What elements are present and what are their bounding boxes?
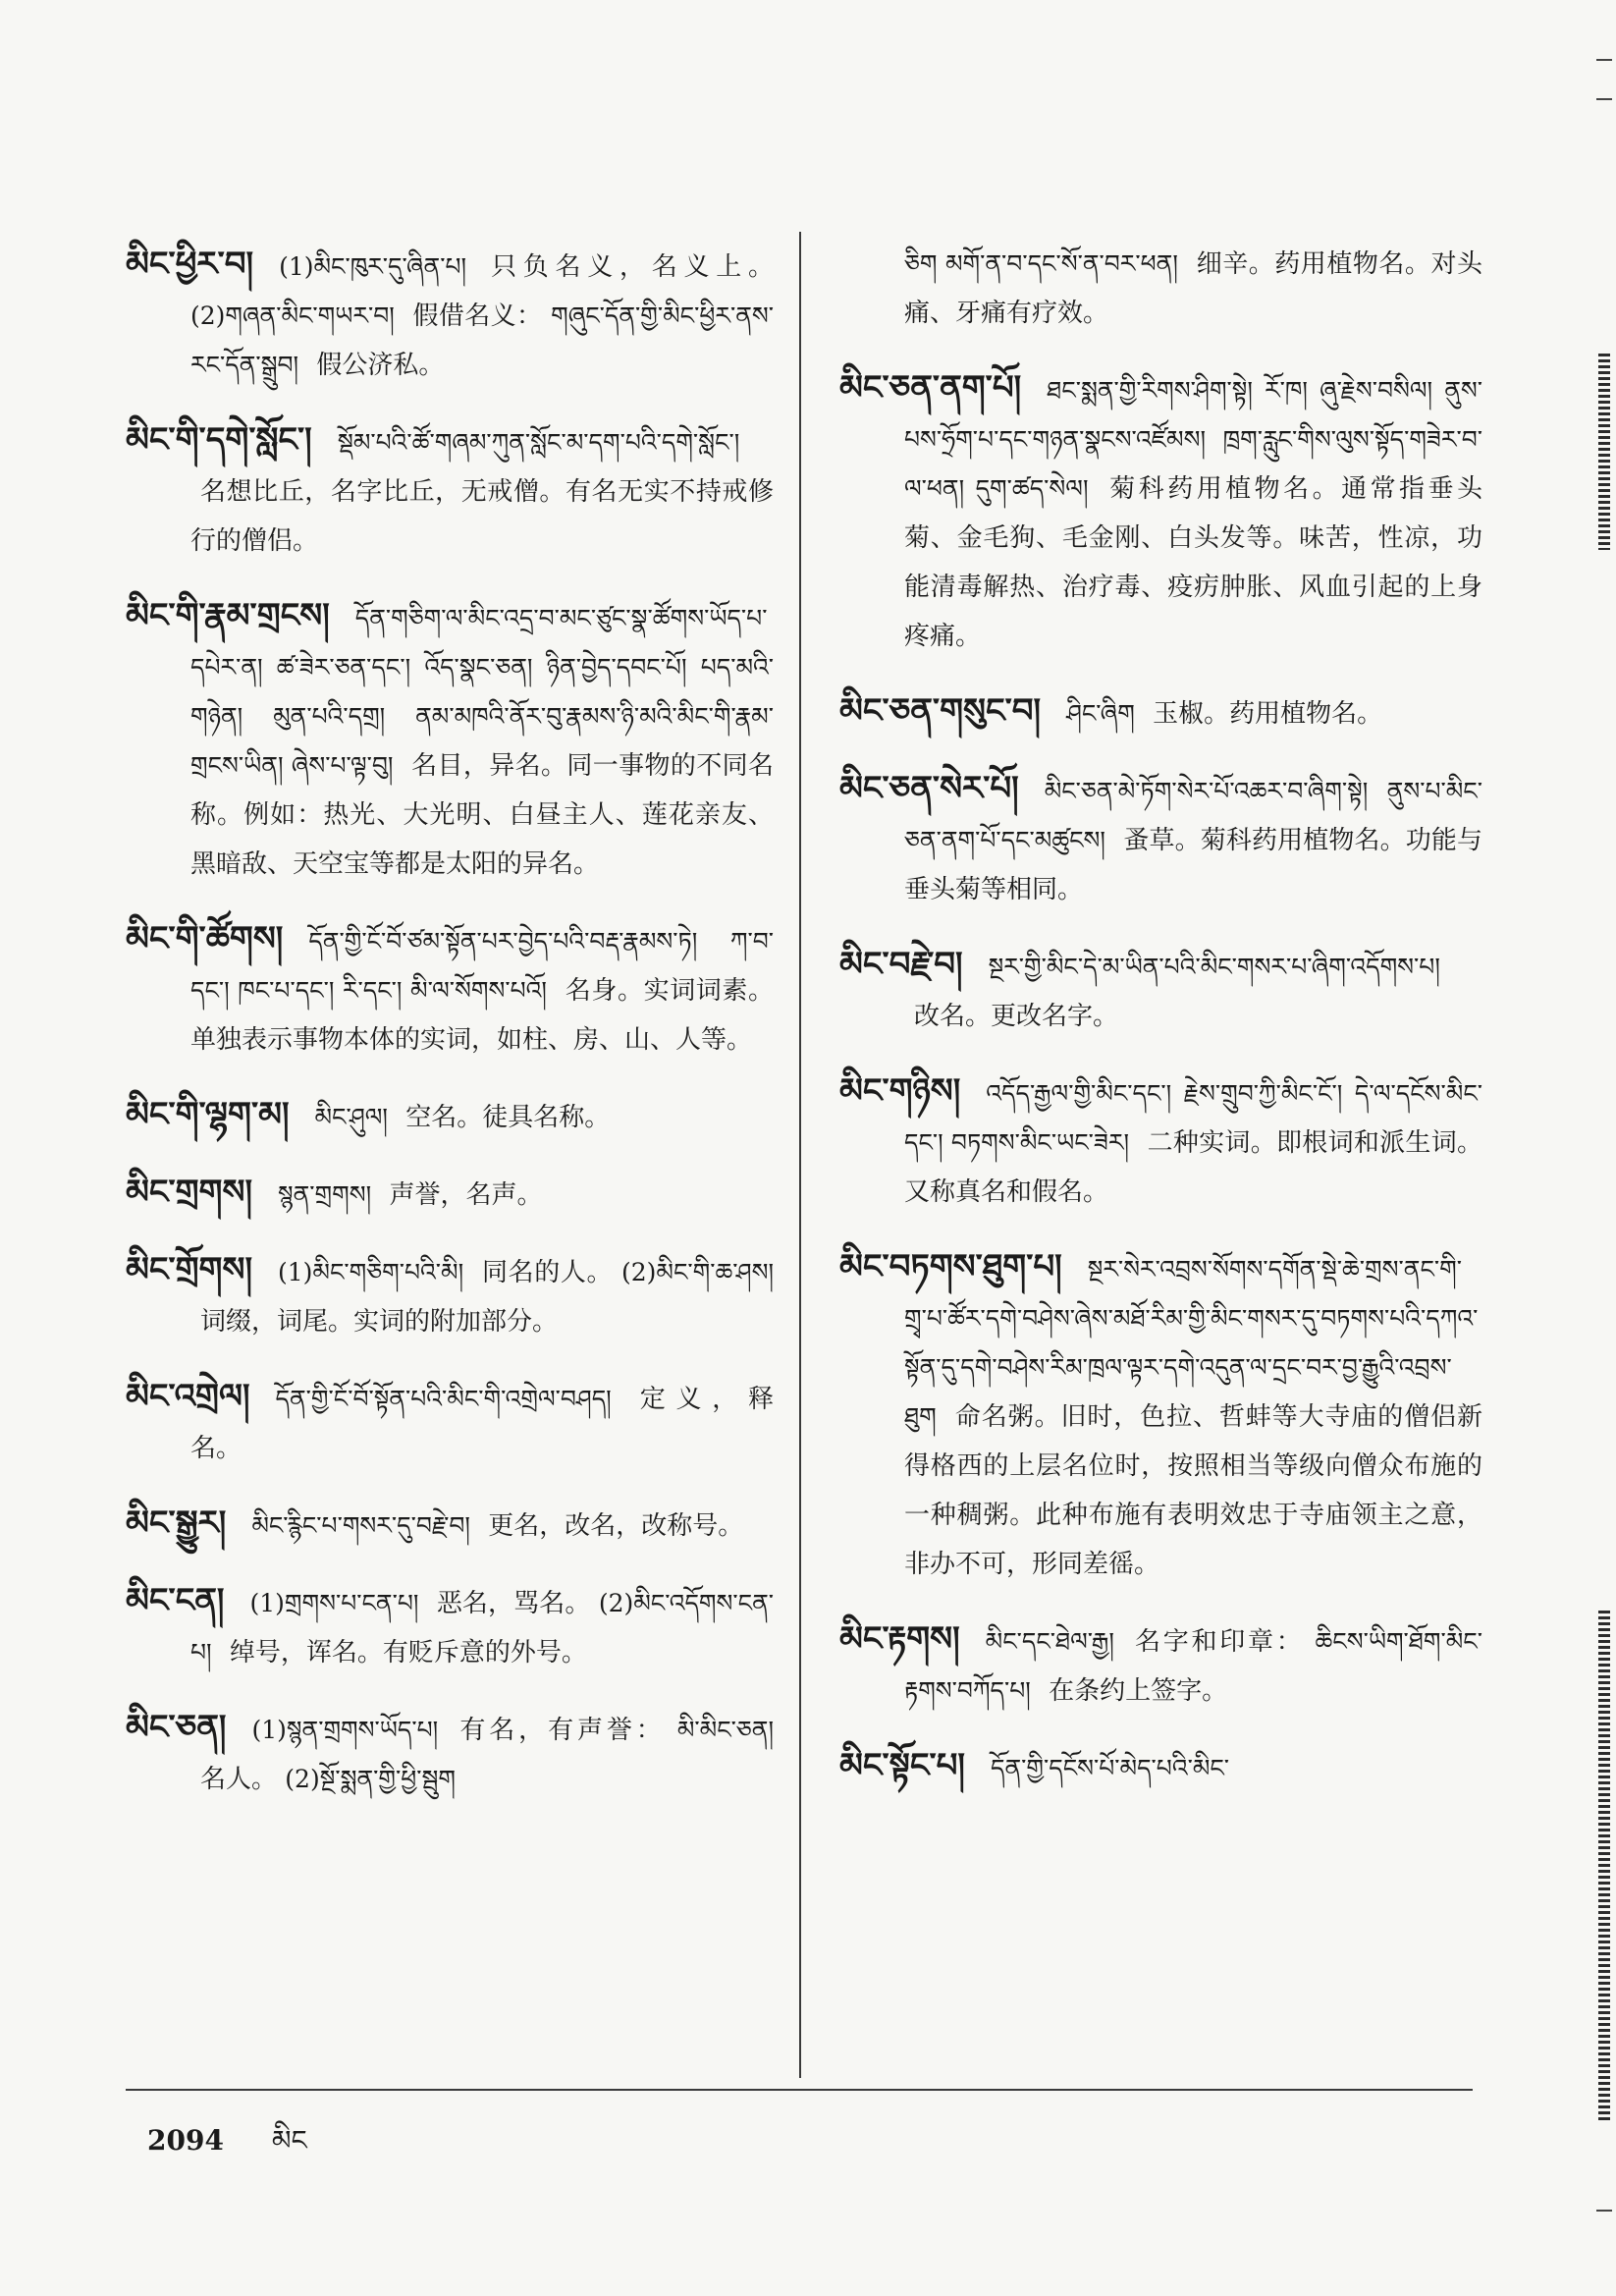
right-column	[839, 214, 1482, 1801]
tibetan-text: སྡོམ་པའི་ཚོ་གཞམ་ཀུན་སློང་མ་དག་པའི་དགེ་སློང་།	[337, 428, 740, 457]
tibetan-text: མིང་ཤུལ།	[314, 1103, 388, 1131]
chinese-gloss: 恶名，骂名。	[436, 1589, 591, 1618]
dictionary-entry	[126, 1168, 774, 1220]
entry-headword: མིང་བཏགས་ཐུག་པ།	[839, 1247, 1062, 1286]
entry-headword: མིང་གི་ལྷག་མ།	[126, 1095, 290, 1134]
entry-headword: མིང་ཅན་ནག་པོ།	[839, 368, 1022, 408]
tibetan-text: དོན་གྱི་དངོས་པོ་མེད་པའི་མིང་	[990, 1754, 1230, 1782]
tibetan-text: (1)མིང་ཁུར་དུ་ཞིན་པ།	[279, 252, 467, 281]
tibetan-text: (2)མིང་གི་ཆ་ཤས།	[621, 1258, 775, 1286]
entry-headword: མིང་གྲགས།	[126, 1173, 252, 1212]
tibetan-text: མིང་རྙིང་པ་གསར་དུ་བརྗེ་བ།	[251, 1511, 470, 1540]
tibetan-text: མིང་ཅན་མེ་ཏོག་སེར་པོ་འཆར་བ་ཞིག་སྟེ། ནུས་པ་མིང་ཅན་ནག་པོ་དང་མཚུངས།	[904, 777, 1482, 854]
chinese-gloss: 更名，改名，改称号。	[488, 1511, 744, 1541]
dictionary-entry	[839, 764, 1482, 914]
tibetan-text: སྔར་གྱི་མིང་དེ་མ་ཡིན་པའི་མིང་གསར་པ་ཞིག་འདོགས་པ།	[988, 953, 1440, 981]
tibetan-text: (2)གཞན་མིང་གཡར་བ།	[190, 301, 395, 330]
chinese-gloss: 名字和印章：	[1134, 1627, 1305, 1657]
tibetan-text: (1)མིང་གཅིག་པའི་མི།	[278, 1258, 464, 1286]
running-head: མིང	[271, 2124, 307, 2157]
chinese-gloss: 蚤草。菊科药用植物名。功能与垂头菊等相同。	[904, 826, 1482, 904]
chinese-gloss: 假公济私。	[316, 351, 445, 380]
entry-headword: མིང་སྒྱུར།	[126, 1503, 227, 1543]
dictionary-entry	[126, 914, 774, 1065]
page-footer	[147, 2109, 307, 2187]
chinese-gloss: 菊科药用植物名。通常指垂头菊、金毛狗、毛金刚、白头发等。味苦，性凉，功能清毒解热、治疗毒、疫疠肿胀、风血引起的上身疼痛。	[904, 474, 1482, 651]
chinese-gloss: 玉椒。药用植物名。	[1153, 699, 1383, 729]
left-column	[126, 214, 774, 1812]
dictionary-entry	[839, 686, 1482, 738]
dictionary-entry	[839, 1242, 1482, 1589]
entry-headword: མིང་ཅན།	[126, 1708, 227, 1747]
tibetan-text: (1)གྲགས་པ་ངན་པ།	[249, 1589, 419, 1617]
chinese-gloss: 在条约上签字。	[1049, 1676, 1228, 1706]
binding-edge	[1589, 0, 1616, 2296]
dictionary-entry	[126, 1703, 774, 1804]
tibetan-text: འདོད་རྒྱལ་གྱི་མིང་དང་། རྗེས་གྲུབ་ཀྱི་མིང་ངོ་། དེ་ལ་དངོས་མིང་དང་། བཏགས་མིང་ཡང་ཟེར།	[904, 1079, 1482, 1157]
dictionary-entry	[839, 1066, 1482, 1217]
entry-headword: མིང་ཅན་གསུང་བ།	[839, 691, 1042, 731]
entry-headword: མིང་གི་ཚོགས།	[126, 919, 284, 958]
entry-headword: མིང་ངན།	[126, 1581, 225, 1620]
chinese-gloss: 假借名义：	[412, 301, 543, 331]
dictionary-entry	[839, 940, 1482, 1041]
chinese-gloss: 词缀，词尾。实词的附加部分。	[200, 1307, 559, 1337]
chinese-gloss: 同名的人。	[482, 1258, 614, 1287]
chinese-gloss: 空名。徒具名称。	[405, 1103, 611, 1132]
chinese-gloss: 命名粥。旧时，色拉、哲蚌等大寺庙的僧侣新得格西的上层名位时，按照相当等级向僧众布施的一种稠粥。此种布施有表明效忠于寺庙领主之意，非办不可，形同差徭。	[904, 1402, 1482, 1579]
entry-headword: མིང་གཉིས།	[839, 1071, 961, 1111]
tibetan-text: སྙན་གྲགས།	[278, 1180, 372, 1209]
chinese-gloss: 细辛。药用植物名。对头痛、牙痛有疗效。	[904, 249, 1482, 328]
dictionary-entry	[126, 1090, 774, 1142]
dictionary-entry	[839, 363, 1482, 661]
footer-rule	[126, 2089, 1473, 2091]
tibetan-text: མི་མིང་ཅན།	[676, 1716, 774, 1744]
tibetan-text: ཅིག མགོ་ན་བ་དང་སོ་ན་བར་ཕན།	[904, 249, 1178, 278]
tibetan-text: ཐང་སྨན་གྱི་རིགས་ཤིག་སྟེ། རོ་ཁ། ཞུ་རྗེས་བསིལ། ནུས་པས་ཧྲོག་པ་དང་གཉན་སྣངས་འཛོམས། ཁྲག་རླུང་གིས་ལུས་སྟོད་གཟེར་བ་ལ་ཕན། དུག་ཚད་སེལ།	[904, 376, 1482, 503]
dictionary-entry	[126, 1245, 774, 1346]
entry-headword: མིང་ཅན་སེར་པོ།	[839, 769, 1019, 808]
chinese-gloss: 声誉，名声。	[389, 1180, 543, 1210]
dictionary-entry	[839, 1614, 1482, 1716]
tibetan-text: དོན་གཅིག་ལ་མིང་འདྲ་བ་མང་ཙུང་སྣ་ཚོགས་ཡོད་པ་དཔེར་ན། ཚ་ཟེར་ཅན་དང་། འོད་སྣང་ཅན། ཉིན་བྱེད་དབང་པོ། པད་མའི་གཉེན། མུན་པའི་དགྲ། ནམ་མཁའི་ནོར་བུ་རྣམས་ཉི་མའི་མིང་གི་རྣམ་གྲངས་ཡིན། ཞེས་པ་ལྟ་བུ།	[190, 604, 774, 780]
tibetan-text: གཞུང་དོན་གྱི་མིང་ཕྱིར་ནས་རང་དོན་སྒྲུབ།	[190, 301, 775, 379]
dictionary-entry	[126, 1499, 774, 1551]
chinese-gloss: 有名，有声誉：	[459, 1716, 666, 1745]
tibetan-text: མིང་དང་ཐེལ་རྒྱ།	[985, 1627, 1114, 1656]
entry-headword: མིང་བརྗེ་བ།	[839, 945, 963, 984]
dictionary-entry	[126, 1372, 774, 1473]
chinese-gloss: 改名。更改名字。	[914, 1002, 1119, 1031]
chinese-gloss: 名身。实词词素。单独表示事物本体的实词，如柱、房、山、人等。	[190, 976, 774, 1055]
dictionary-entry	[126, 415, 774, 566]
chinese-gloss: 二种实词。即根词和派生词。又称真名和假名。	[904, 1128, 1482, 1207]
tibetan-text: སྔར་སེར་འབྲས་སོགས་དགོན་སྡེ་ཆེ་གྲས་ནང་གི་གྲྭ་པ་ཚོར་དགེ་བཤེས་ཞེས་མཐོ་རིམ་གྱི་མིང་གསར་དུ་བཏགས་པའི་དཀའ་སྟོན་དུ་དགེ་བཤེས་རིམ་ཁྲལ་ལྟར་དགེ་འདུན་ལ་དྲང་བར་བྱ་རྒྱུའི་འབྲས་ཐུག	[904, 1255, 1479, 1431]
tibetan-text: ཆིངས་ཡིག་ཐོག་མིང་རྟགས་བཀོད་པ།	[904, 1627, 1482, 1705]
chinese-gloss: 名人。	[200, 1765, 278, 1794]
entry-headword: མིང་ཕྱིར་བ།	[126, 245, 254, 284]
chinese-gloss: 绰号，诨名。有贬斥意的外号。	[229, 1638, 587, 1667]
page-number: 2094	[147, 2124, 224, 2157]
entry-headword: མིང་གྲོགས།	[126, 1250, 252, 1289]
tibetan-text: དོན་གྱི་ངོ་བོ་སྟོན་པའི་མིང་གི་འགྲེལ་བཤད།	[275, 1385, 612, 1413]
column-divider	[799, 232, 801, 2078]
chinese-gloss: 名目，异名。同一事物的不同名称。例如：热光、大光明、白昼主人、莲花亲友、黑暗敌、天空宝等都是太阳的异名。	[190, 751, 774, 879]
dictionary-entry	[126, 240, 774, 390]
chinese-gloss: 只负名义，名义上。	[491, 252, 774, 282]
tibetan-text: (2)སྔོ་སྨན་གྱི་ཕྱི་སྦུག	[285, 1765, 456, 1793]
chinese-gloss: 名想比丘，名字比丘，无戒僧。有名无实不持戒修行的僧侣。	[190, 477, 774, 556]
entry-headword: མིང་གི་དགེ་སློང་།	[126, 420, 312, 460]
entry-headword: མིང་རྟགས།	[839, 1619, 960, 1659]
tibetan-text: ཤིང་ཞིག	[1066, 699, 1135, 728]
tibetan-text: དོན་གྱི་ངོ་བོ་ཙམ་སྟོན་པར་བྱེད་པའི་བརྡ་རྣམས་ཏེ། ཀ་བ་དང་། ཁང་པ་དང་། རི་དང་། མི་ལ་སོགས་པའོ།	[190, 927, 774, 1005]
dictionary-entry	[126, 1576, 774, 1677]
dictionary-entry	[126, 591, 774, 889]
tibetan-text: (1)སྙན་གྲགས་ཡོད་པ།	[251, 1716, 439, 1744]
entry-headword: མིང་གི་རྣམ་གྲངས།	[126, 596, 330, 635]
dictionary-entry	[839, 1741, 1482, 1793]
tibetan-text: (2)མིང་འདོགས་ངན་པ།	[190, 1589, 775, 1667]
dictionary-entry	[839, 240, 1482, 338]
entry-headword: མིང་འགྲེལ།	[126, 1377, 250, 1416]
chinese-gloss: 定义，释名。	[190, 1385, 774, 1463]
entry-headword: མིང་སྟོང་པ།	[839, 1746, 965, 1785]
